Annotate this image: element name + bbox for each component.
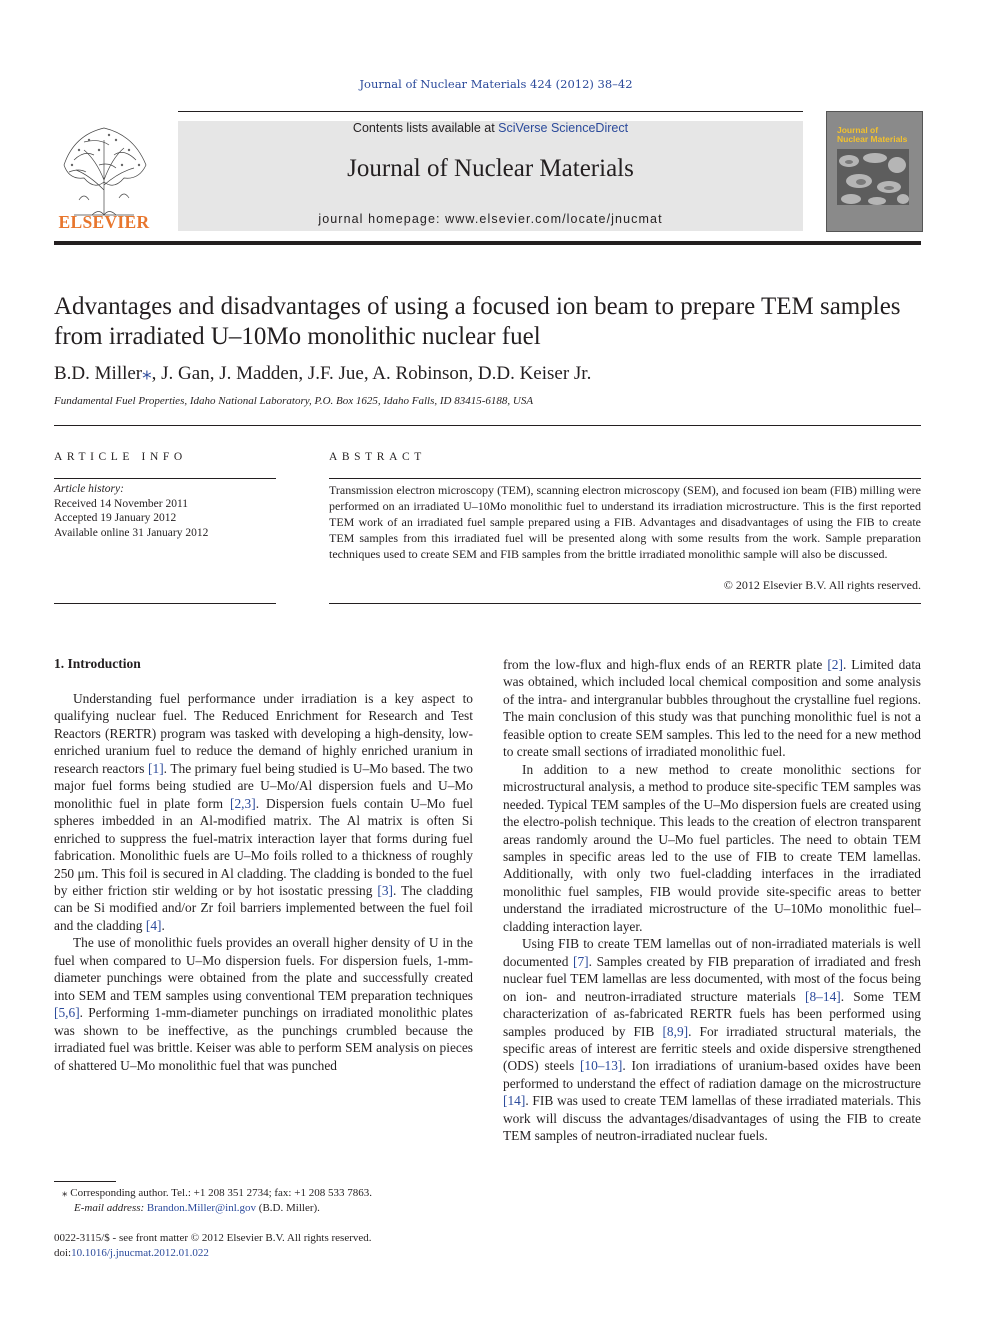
corresponding-author-footnote xyxy=(54,1186,473,1215)
article-info-rule-top xyxy=(54,478,276,479)
citation-link[interactable]: [2,3] xyxy=(230,795,256,811)
abstract-copyright: © 2012 Elsevier B.V. All rights reserved. xyxy=(723,578,921,592)
paragraph-1 xyxy=(54,690,473,934)
citation-link[interactable]: [7] xyxy=(573,953,589,969)
footnote-mark: ⁎ xyxy=(62,1187,68,1199)
text-run: . Dispersion fuels contain U–Mo fuel spheres imbedded in an Al-modified matrix. The Al matrix is often Si enriched to suppress the fuel-matrix interaction layer that forms during fuel fabrication. Monolithic fuels are U–Mo foils rolled to a thickness of roughly 250 μm. This foil is secured in Al cladding. The cladding is bonded to the fuel by either friction stir welding or by hot isostatic pressing xyxy=(54,795,473,898)
affiliation-rule xyxy=(54,425,921,426)
article-info-rule-bottom xyxy=(54,603,276,604)
footnote-line xyxy=(54,1186,473,1201)
text-run: from the low-flux and high-flux ends of an RERTR plate xyxy=(503,657,828,672)
citation-link[interactable]: [8,9] xyxy=(662,1023,689,1039)
email-suffix: (B.D. Miller). xyxy=(256,1201,320,1214)
top-rule xyxy=(178,111,803,112)
paragraph-2-start xyxy=(54,934,473,1074)
issn-line: 0022-3115/$ - see front matter © 2012 Elsevier B.V. All rights reserved. xyxy=(54,1232,372,1244)
email-label: E-mail address: xyxy=(74,1201,145,1214)
online-date: Available online 31 January 2012 xyxy=(54,526,209,539)
text-run: . Some TEM characterization of as-fabricated RERTR fuels has been performed using samples produced by FIB xyxy=(503,988,921,1039)
text-run: . For irradiated structural materials, the specific areas of interest are ferritic steels and oxide dispersive strengthened (ODS) steels xyxy=(503,1023,921,1074)
cover-title xyxy=(837,126,917,144)
citation-link[interactable]: [10–13] xyxy=(579,1058,623,1074)
footnote-text: Corresponding author. Tel.: +1 208 351 2734; fax: +1 208 533 7863. xyxy=(67,1187,372,1199)
text-run: The use of monolithic fuels provides an overall higher density of U in the fuel when compared to U–Mo dispersion fuels. For dispersion fuels, 1-mm-diameter punchings were obtained from the plate and successfully created into SEM and TEM samples using conventional TEM preparation techniques xyxy=(54,935,473,1003)
text-run: . The primary fuel being studied is U–Mo based. The two major fuel forms being studied are U–Mo/Al dispersion fuels and U–Mo monolithic fuel in plate form xyxy=(54,760,473,811)
text-run: Using FIB to create TEM lamellas out of non-irradiated materials is well documented xyxy=(503,936,921,969)
text-run: . The cladding can be Si modified and/or Zr foil barriers implemented between the fuel foil and the cladding xyxy=(54,882,474,933)
paragraph-2-continued xyxy=(503,656,921,761)
citation-link[interactable]: [8–14] xyxy=(805,988,841,1004)
cover-title-line-2: Nuclear Materials xyxy=(837,134,908,144)
doi-line xyxy=(54,1246,473,1261)
text-run: . Ion irradiations of uranium-based oxides have been performed to understand the effect of radiation damage on the microstructure xyxy=(503,1058,921,1091)
journal-cover-thumbnail[interactable] xyxy=(826,111,923,232)
contents-line xyxy=(178,121,803,135)
article-history xyxy=(54,482,276,540)
citation-link[interactable]: [1] xyxy=(148,760,164,776)
journal-title: Journal of Nuclear Materials xyxy=(347,155,634,182)
abstract-text: Transmission electron microscopy (TEM), scanning electron microscopy (SEM), and focused ion beam (FIB) milling were performed on an irradiated U–10Mo monolithic fuel to understand its irradiation microstructure. This is the first reported TEM work of an irradiated fuel sample prepared using a FIB. Advantages and disadvantages of using the FIB to create TEM samples from this irradiated fuel will be presented along with some results from the work. Sample preparation techniques used to create SEM and FIB samples from the brittle irradiated monolithic sample will also be discussed. xyxy=(329,483,921,561)
citation-link[interactable]: [5,6] xyxy=(54,1005,80,1021)
article-title: Advantages and disadvantages of using a focused ion beam to prepare TEM samples from irradiated U–10Mo monolithic nuclear fuel xyxy=(54,293,901,350)
elsevier-wordmark: ELSEVIER xyxy=(58,212,150,232)
text-run: . FIB was used to create TEM lamellas of these irradiated materials. This work will discuss the advantages/disadvantages of using the FIB to create TEM samples of neutron-irradiated nuclear fuels. xyxy=(503,1093,921,1144)
body-column-right xyxy=(503,656,921,1145)
accepted-date: Accepted 19 January 2012 xyxy=(54,512,177,524)
abstract-rule-bottom xyxy=(329,603,921,604)
email-line xyxy=(54,1201,473,1216)
email-link[interactable]: Brandon.Miller@inl.gov xyxy=(146,1201,257,1214)
first-author: B.D. Miller xyxy=(54,363,143,384)
citation-link[interactable]: [3] xyxy=(377,882,394,898)
footnote-rule xyxy=(54,1181,116,1182)
authors xyxy=(54,362,921,385)
cover-title-line-1: Journal of xyxy=(837,125,879,135)
text-run: . Limited data was obtained, which included local chemical composition and some analysis of the intra- and intergranular bubbles throughout the crystalline fuel regions. The main conclusion of this study was that punching monolithic fuel is not a feasible option to create SEM samples. This led to the need for a new method to create small sections of irradiated monolithic fuel. xyxy=(503,657,921,760)
cover-micrograph-image xyxy=(837,149,909,205)
affiliation: Fundamental Fuel Properties, Idaho National Laboratory, P.O. Box 1625, Idaho Falls, ID 83415-6188, USA xyxy=(54,395,534,407)
sciverse-link[interactable]: SciVerse ScienceDirect xyxy=(498,121,629,135)
abstract-heading: ABSTRACT xyxy=(329,451,426,463)
journal-homepage[interactable]: journal homepage: www.elsevier.com/locate/jnucmat xyxy=(318,212,663,226)
header-thick-rule xyxy=(54,241,921,245)
paragraph-4 xyxy=(503,935,921,1144)
text-run: . Performing 1-mm-diameter punchings on irradiated monolithic plates was shown to be ineffective, as the punchings crumbled because the irradiated fuel was brittle. Keiser was able to perform SEM analysis on pieces of shattered U–Mo monolithic fuel that was punched xyxy=(54,1005,473,1073)
front-matter xyxy=(54,1231,473,1260)
history-label: Article history: xyxy=(54,483,124,495)
citation-link[interactable]: [14] xyxy=(503,1093,526,1109)
body-column-left xyxy=(54,690,473,1074)
text-run: Understanding fuel performance under irradiation is a key aspect to qualifying nuclear fuel. The Reduced Enrichment for Research and Test Reactors (RERTR) program was tasked with developing a high-density, low-enriched uranium fuel to reduce the demand of highly enriched uranium in research reactors xyxy=(54,691,473,776)
text-run: . xyxy=(161,917,165,933)
corresponding-author-mark[interactable]: ⁎ xyxy=(142,363,152,384)
received-date: Received 14 November 2011 xyxy=(54,497,189,510)
citation-link[interactable]: [4] xyxy=(145,917,162,933)
citation-link[interactable]: [2] xyxy=(827,657,843,672)
article-info-heading: ARTICLE INFO xyxy=(54,451,187,463)
other-authors: , J. Gan, J. Madden, J.F. Jue, A. Robinson, D.D. Keiser Jr. xyxy=(151,363,592,384)
journal-reference[interactable]: Journal of Nuclear Materials 424 (2012) 38–42 xyxy=(359,77,633,91)
abstract-rule-top xyxy=(329,478,921,479)
section-heading-introduction: 1. Introduction xyxy=(54,656,141,671)
doi-label: doi: xyxy=(54,1246,72,1259)
doi-link[interactable]: 10.1016/j.jnucmat.2012.01.022 xyxy=(71,1246,209,1259)
contents-prefix: Contents lists available at xyxy=(352,121,499,135)
paragraph-3: In addition to a new method to create monolithic sections for microstructural analysis, a method to produce site-specific TEM samples was needed. Typical TEM samples of the U–Mo dispersion fuels are created using the electro-polish technique. This leads to the creation of electron transparent areas randomly around the U–Mo fuel particles. The need to obtain TEM samples in specific areas led to the use of FIB to create TEM lamellas. Additionally, with only two fuel-cladding interfaces in the irradiated monolithic fuel samples, FIB would provide site-specific areas to better understand the irradiated microstructure of the U–10Mo monolithic fuel–cladding interaction layer. xyxy=(503,761,921,934)
text-run: . Samples created by FIB preparation of irradiated and fresh nuclear fuel TEM lamellas are less documented, with most of the focus being on ion- and neutron-irradiated structure materials xyxy=(503,953,921,1004)
